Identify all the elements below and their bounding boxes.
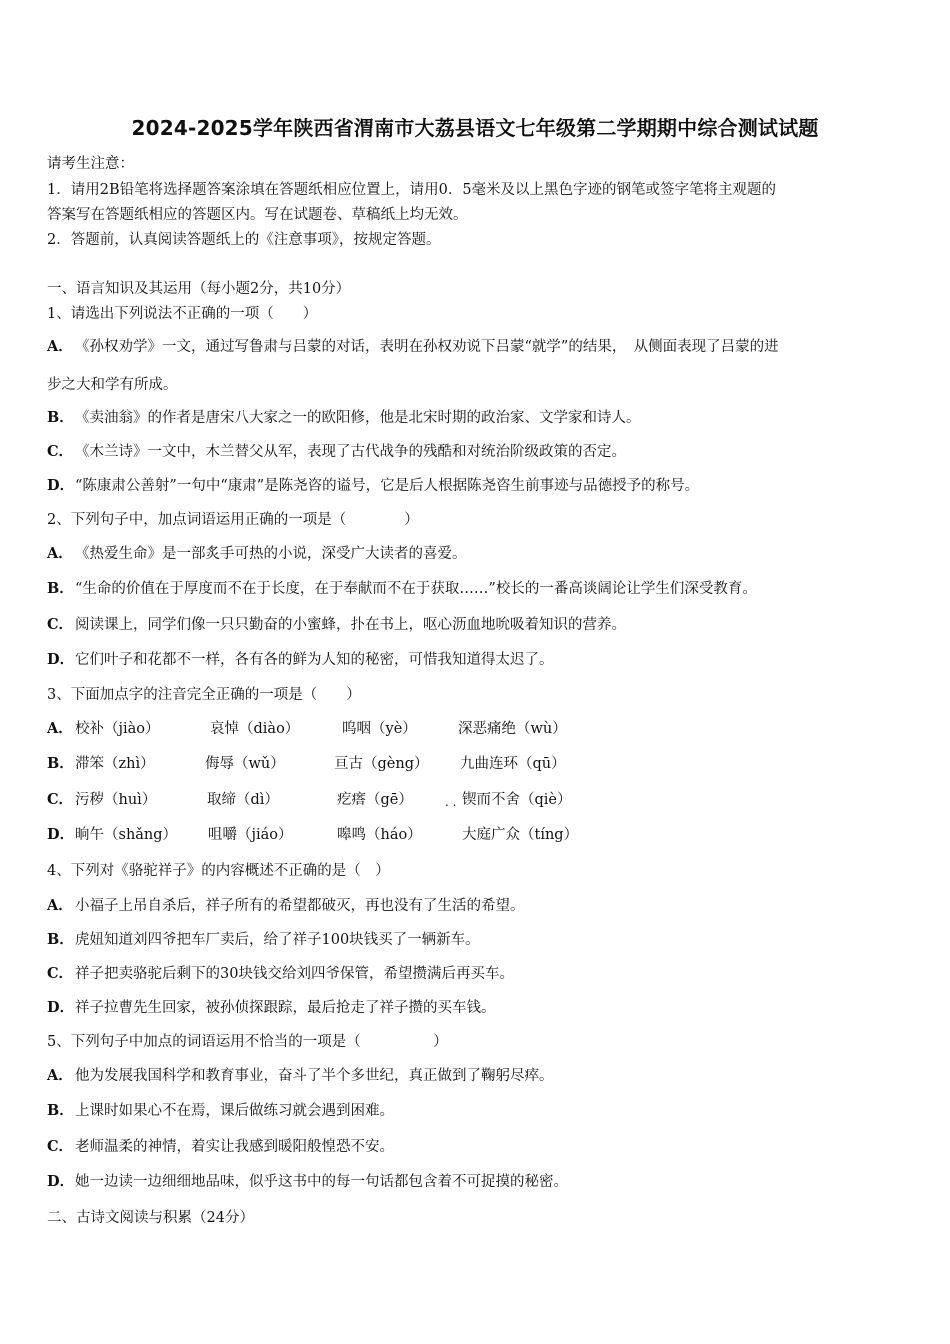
option-text: 《孙权劝学》一文，通过写鲁肃与吕蒙的对话，表明在孙权劝说下吕蒙“就学”的结果， 从侧面表现了吕蒙的进 [75, 339, 779, 355]
q4-option-d [47, 996, 496, 1017]
option-text: 《木兰诗》一文中，木兰替父从军，表现了古代战争的残酷和对统治阶级政策的否定。 [75, 444, 626, 460]
option-label: C． [47, 616, 74, 633]
option-label: D． [47, 826, 75, 843]
option-label: C． [47, 791, 74, 808]
q2-stem: 2、下列句子中，加点词语运用正确的一项是（ ） [47, 512, 419, 528]
q1-option-d [47, 474, 699, 495]
word-2: 侮辱（wǔ） [205, 756, 285, 772]
option-label: A． [47, 897, 73, 914]
q5-option-d [47, 1170, 568, 1191]
page-title: 2024-2025学年陕西省渭南市大荔县语文七年级第二学期期中综合测试试题 [131, 116, 819, 140]
q1-option-a-cont: 步之大和学有所成。 [47, 377, 178, 393]
option-label: A． [47, 338, 73, 355]
notice-item-1b: 答案写在答题纸相应的答题区内。写在试题卷、草稿纸上均无效。 [47, 207, 468, 223]
word-2: 取缔（dì） [207, 792, 279, 808]
q5-option-b [47, 1099, 394, 1120]
word-4: 深恶痛绝（wù） [458, 721, 567, 737]
word-4: 九曲连环（qū） [460, 756, 566, 772]
word-3: 疙瘩（gē） [337, 792, 413, 808]
option-text: 《卖油翁》的作者是唐宋八大家之一的欧阳修，他是北宋时期的政治家、文学家和诗人。 [75, 410, 641, 426]
notice-item-1a: 1．请用2B铅笔将选择题答案涂填在答题纸相应位置上，请用0．5毫米及以上黑色字迹的钢笔或签字笔将主观题的 [47, 182, 777, 198]
q2-option-d [47, 648, 554, 669]
word-3: 嗥鸣（háo） [337, 827, 422, 843]
option-label: B． [47, 755, 74, 772]
q2-option-b [47, 577, 757, 598]
q1-option-a [47, 335, 779, 356]
q4-option-b [47, 928, 480, 949]
option-text: “生命的价值在于厚度而不在于长度，在于奉献而不在于获取……”校长的一番高谈阔论让学生们深受教育。 [75, 581, 757, 597]
q4-option-a [47, 894, 525, 915]
q3-stem: 3、下面加点字的注音完全正确的一项是（ ） [47, 687, 361, 703]
section-1-heading: 一、语言知识及其运用（每小题2分，共10分） [47, 281, 351, 297]
q2-option-a [47, 542, 467, 563]
option-label: D． [47, 999, 75, 1016]
notice-heading: 请考生注意： [47, 156, 134, 172]
option-label: C． [47, 443, 74, 460]
option-label: B． [47, 409, 74, 426]
option-text: 她一边读一边细细地品味，似乎这书中的每一句话都包含着不可捉摸的秘密。 [75, 1174, 568, 1190]
option-label: A． [47, 720, 73, 737]
word-2: 哀悼（diào） [210, 721, 300, 737]
q4-stem: 4、下列对《骆驼祥子》的内容概述不正确的是（ ） [47, 863, 390, 879]
word-4: 锲而不舍（qiè） [462, 792, 572, 808]
word-3: 呜咽（yè） [342, 721, 417, 737]
word-2: 咀嚼（jiáo） [208, 827, 293, 843]
notice-item-2: 2．答题前，认真阅读答题纸上的《注意事项》，按规定答题。 [47, 232, 441, 248]
q1-option-c [47, 440, 626, 461]
option-text: 虎妞知道刘四爷把车厂卖后，给了祥子100块钱买了一辆新车。 [75, 932, 480, 948]
option-text: 阅读课上，同学们像一只只勤奋的小蜜蜂，扑在书上，呕心沥血地吮吸着知识的营养。 [75, 617, 626, 633]
option-text: 他为发展我国科学和教育事业，奋斗了半个多世纪，真正做到了鞠躬尽瘁。 [75, 1068, 554, 1084]
option-label: B． [47, 1102, 74, 1119]
option-text: 上课时如果心不在焉，课后做练习就会遇到困难。 [75, 1103, 394, 1119]
emphasis-dot-mark: . . [445, 795, 457, 809]
word-1: 滞笨（zhì） [75, 756, 155, 772]
q1-option-b [47, 406, 641, 427]
q4-option-c [47, 962, 514, 983]
option-text: “陈康肃公善射”一句中“康肃”是陈尧咨的谥号，它是后人根据陈尧咨生前事迹与品德授予的称号。 [75, 478, 700, 494]
option-label: C． [47, 1138, 74, 1155]
option-label: D． [47, 1173, 75, 1190]
word-1: 校补（jiào） [75, 721, 160, 737]
word-1: 污秽（huì） [75, 792, 157, 808]
option-label: D． [47, 477, 75, 494]
option-label: A． [47, 545, 73, 562]
option-label: C． [47, 965, 74, 982]
option-text: 小福子上吊自杀后，祥子所有的希望都破灭，再也没有了生活的希望。 [75, 898, 525, 914]
q5-option-a [47, 1064, 554, 1085]
word-1: 晌午（shǎng） [75, 827, 178, 843]
option-label: D． [47, 651, 75, 668]
option-text: 老师温柔的神情，着实让我感到暖阳般惶恐不安。 [75, 1139, 394, 1155]
word-4: 大庭广众（tíng） [462, 827, 579, 843]
q5-stem: 5、下列句子中加点的词语运用不恰当的一项是（ ） [47, 1034, 448, 1050]
q2-option-c [47, 613, 626, 634]
option-label: A． [47, 1067, 73, 1084]
option-label: B． [47, 931, 74, 948]
option-text: 祥子把卖骆驼后剩下的30块钱交给刘四爷保管，希望攒满后再买车。 [75, 966, 514, 982]
q1-stem: 1、请选出下列说法不正确的一项（ ） [47, 306, 318, 322]
word-3: 亘古（gèng） [334, 756, 429, 772]
option-text: 它们叶子和花都不一样，各有各的鲜为人知的秘密，可惜我知道得太迟了。 [75, 652, 554, 668]
option-text: 《热爱生命》是一部炙手可热的小说，深受广大读者的喜爱。 [75, 546, 467, 562]
q5-option-c [47, 1135, 394, 1156]
option-label: B． [47, 580, 74, 597]
section-2-heading: 二、古诗文阅读与积累（24分） [47, 1210, 254, 1226]
option-text: 祥子拉曹先生回家，被孙侦探跟踪，最后抢走了祥子攒的买车钱。 [75, 1000, 496, 1016]
